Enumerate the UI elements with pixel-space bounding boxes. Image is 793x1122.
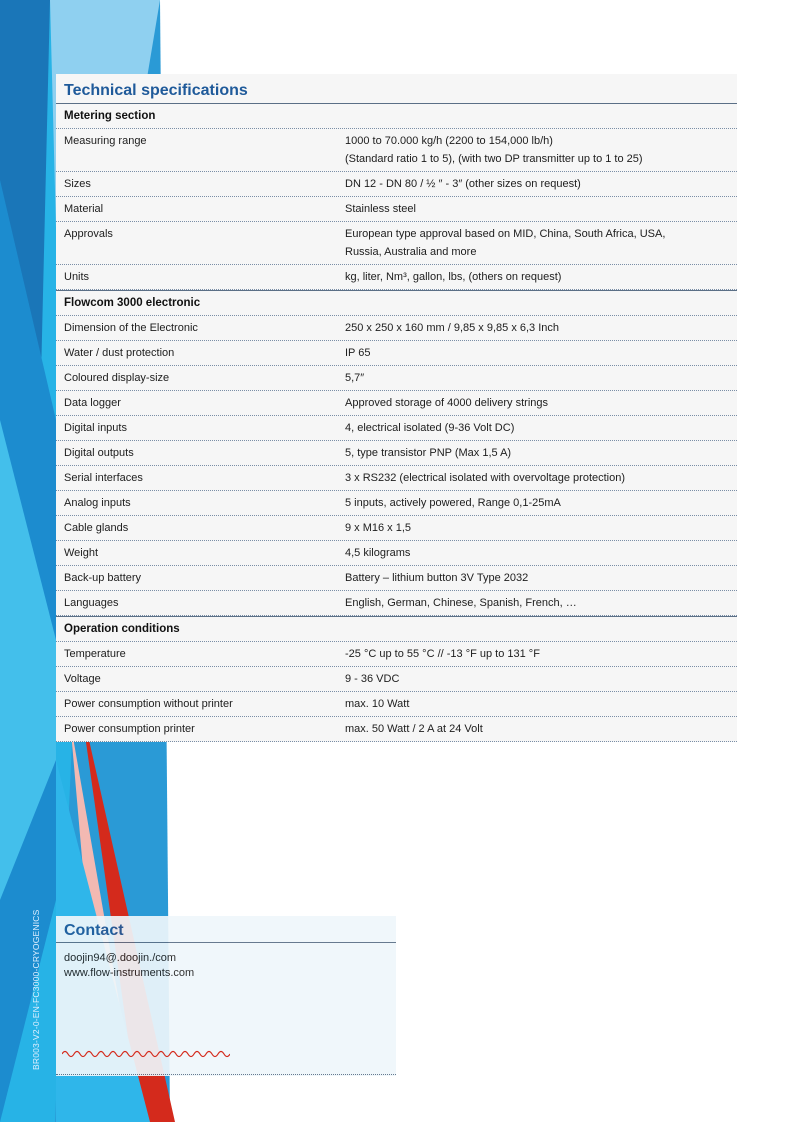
spec-row: [56, 366, 737, 391]
spec-value-line: IP 65: [345, 347, 371, 359]
spec-row: [56, 667, 737, 692]
section-heading: Metering section: [56, 104, 737, 129]
spec-row: [56, 197, 737, 222]
spec-value: [345, 516, 737, 540]
spec-label: Coloured display-size: [64, 372, 170, 384]
spec-row: [56, 491, 737, 516]
spec-row: [56, 416, 737, 441]
specifications-panel: [56, 74, 737, 742]
spec-value: [345, 441, 737, 465]
spec-value: [345, 197, 737, 221]
spec-label: Digital outputs: [64, 447, 134, 459]
spec-label: Weight: [64, 547, 99, 559]
spec-value: [345, 667, 737, 691]
spec-row: [56, 566, 737, 591]
spec-value: [345, 130, 737, 171]
spec-value-line: 4, electrical isolated (9-36 Volt DC): [345, 422, 515, 434]
spec-value: [345, 717, 737, 741]
spec-label: Languages: [64, 597, 119, 609]
spec-value: [345, 466, 737, 490]
spec-row: [56, 541, 737, 566]
spec-value-line: Stainless steel: [345, 203, 416, 215]
spec-label: Power consumption printer: [64, 723, 195, 735]
spec-value: [345, 491, 737, 515]
spec-row: [56, 222, 737, 265]
spec-value-line: max. 10 Watt: [345, 698, 410, 710]
spec-value-line: Russia, Australia and more: [345, 246, 477, 258]
spec-value: [345, 223, 737, 264]
spec-label: Dimension of the Electronic: [64, 322, 198, 334]
spec-label: Material: [64, 203, 104, 215]
spec-row: [56, 466, 737, 491]
spec-value-line: kg, liter, Nm³, gallon, lbs, (others on request): [345, 271, 562, 283]
spec-value: [345, 566, 737, 590]
spec-label: Data logger: [64, 397, 121, 409]
spec-label: Analog inputs: [64, 497, 131, 509]
spec-label: Units: [64, 271, 90, 283]
spec-value-line: 5, type transistor PNP (Max 1,5 A): [345, 447, 512, 459]
spec-row: [56, 172, 737, 197]
spec-label: Digital inputs: [64, 422, 127, 434]
section-heading: Flowcom 3000 electronic: [56, 290, 737, 316]
spec-value-line: Battery – lithium button 3V Type 2032: [345, 572, 529, 584]
spec-row: [56, 591, 737, 616]
spec-value-line: -25 °C up to 55 °C // -13 °F up to 131 °F: [345, 648, 540, 660]
spec-label: Water / dust protection: [64, 347, 175, 359]
spec-value: [345, 366, 737, 390]
spec-label: Power consumption without printer: [64, 698, 233, 710]
spec-label: Approvals: [64, 228, 113, 240]
spec-row: [56, 692, 737, 717]
spec-row: [56, 129, 737, 172]
spec-row: [56, 717, 737, 742]
spec-row: [56, 341, 737, 366]
spec-value: [345, 541, 737, 565]
spec-label: Serial interfaces: [64, 472, 143, 484]
spec-row: [56, 316, 737, 341]
spec-value: [345, 341, 737, 365]
spec-value: [345, 316, 737, 340]
spec-label: Measuring range: [64, 135, 147, 147]
spec-value-line: English, German, Chinese, Spanish, French, …: [345, 597, 577, 609]
spec-value: [345, 265, 737, 289]
spec-value: [345, 416, 737, 440]
spec-value-line: 9 - 36 VDC: [345, 673, 400, 685]
spec-value-line: DN 12 - DN 80 / ½ ″ - 3″ (other sizes on request): [345, 178, 581, 190]
contact-website[interactable]: www.flow-instruments.com: [64, 967, 195, 979]
spec-row: [56, 516, 737, 541]
contact-email[interactable]: doojin94@.doojin./com: [64, 952, 177, 964]
spec-value: [345, 391, 737, 415]
spec-label: Voltage: [64, 673, 101, 685]
spec-value: [345, 692, 737, 716]
spec-value-line: 5 inputs, actively powered, Range 0,1-25mA: [345, 497, 561, 509]
spec-sections: [56, 104, 737, 742]
spec-value-line: 3 x RS232 (electrical isolated with overvoltage protection): [345, 472, 626, 484]
red-wave-decoration: [62, 1049, 230, 1059]
contact-title: Contact: [56, 916, 396, 943]
spec-label: Cable glands: [64, 522, 129, 534]
spec-value-line: 250 x 250 x 160 mm / 9,85 x 9,85 x 6,3 Inch: [345, 322, 560, 334]
spec-row: [56, 642, 737, 667]
page-title: Technical specifications: [56, 74, 737, 104]
spec-value-line: (Standard ratio 1 to 5), (with two DP transmitter up to 1 to 25): [345, 153, 643, 165]
spec-row: [56, 265, 737, 290]
spec-value-line: European type approval based on MID, China, South Africa, USA,: [345, 228, 666, 240]
spec-value-line: Approved storage of 4000 delivery strings: [345, 397, 549, 409]
section-heading: Operation conditions: [56, 616, 737, 642]
document-code: BR003-V2-0-EN-FC3000-CRYOGENICS: [31, 909, 41, 1070]
spec-label: Temperature: [64, 648, 126, 660]
spec-row: [56, 441, 737, 466]
spec-value: [345, 172, 737, 196]
spec-value-line: 5,7″: [345, 372, 365, 384]
spec-value-line: 9 x M16 x 1,5: [345, 522, 412, 534]
spec-label: Back-up battery: [64, 572, 142, 584]
spec-label: Sizes: [64, 178, 91, 190]
spec-value-line: 1000 to 70.000 kg/h (2200 to 154,000 lb/h): [345, 135, 553, 147]
spec-row: [56, 391, 737, 416]
spec-value: [345, 591, 737, 615]
spec-value-line: 4,5 kilograms: [345, 547, 411, 559]
spec-value: [345, 642, 737, 666]
spec-value-line: max. 50 Watt / 2 A at 24 Volt: [345, 723, 483, 735]
contact-divider: [56, 1074, 396, 1075]
